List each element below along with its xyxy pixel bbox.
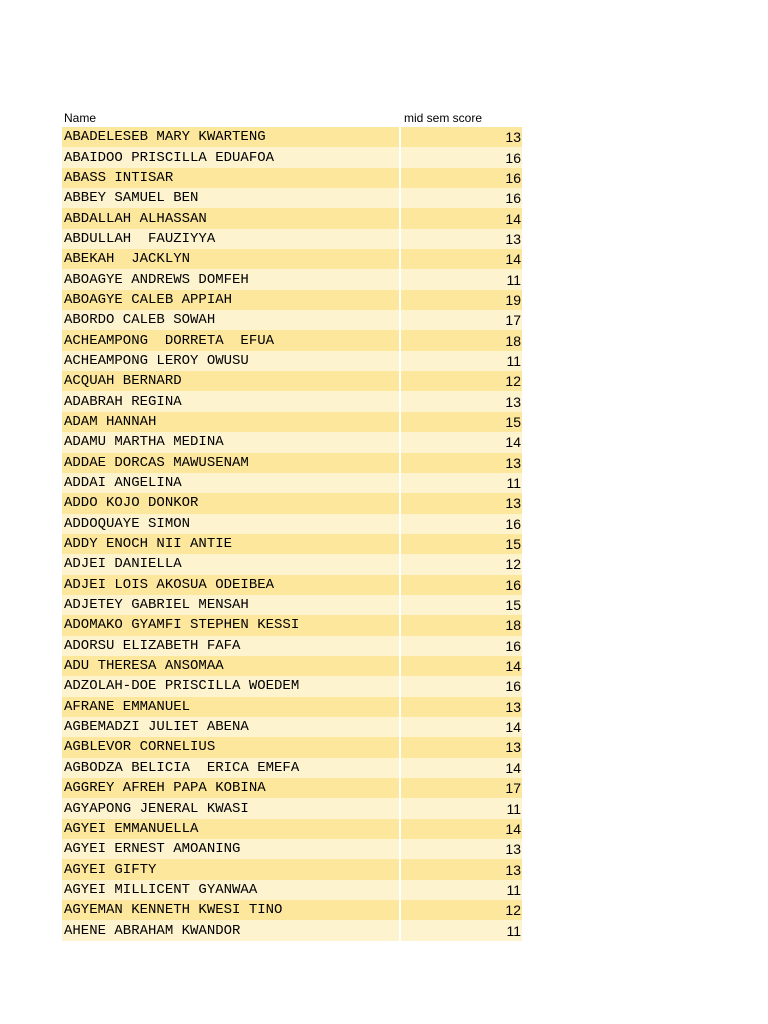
score-cell[interactable]: 13 bbox=[505, 454, 521, 471]
name-cell[interactable]: ADDAE DORCAS MAWUSENAM bbox=[62, 453, 401, 473]
name-cell[interactable]: ACQUAH BERNARD bbox=[62, 371, 401, 391]
score-cell[interactable]: 14 bbox=[505, 434, 521, 451]
name-cell[interactable]: ADDY ENOCH NII ANTIE bbox=[62, 534, 401, 554]
table-row[interactable] bbox=[62, 737, 522, 757]
table-row[interactable] bbox=[62, 391, 522, 411]
table-row[interactable] bbox=[62, 920, 522, 940]
name-cell[interactable]: ADU THERESA ANSOMAA bbox=[62, 656, 401, 676]
score-cell[interactable]: 13 bbox=[505, 393, 521, 410]
table-row[interactable] bbox=[62, 330, 522, 350]
name-cell[interactable]: ADZOLAH-DOE PRISCILLA WOEDEM bbox=[62, 676, 401, 696]
table-row[interactable] bbox=[62, 758, 522, 778]
name-cell[interactable]: AHENE ABRAHAM KWANDOR bbox=[62, 920, 401, 940]
score-cell[interactable]: 16 bbox=[505, 149, 521, 166]
table-row[interactable] bbox=[62, 493, 522, 513]
score-cell[interactable]: 16 bbox=[505, 190, 521, 207]
name-cell[interactable]: ABASS INTISAR bbox=[62, 168, 401, 188]
table-row[interactable] bbox=[62, 473, 522, 493]
table-row[interactable] bbox=[62, 676, 522, 696]
name-cell[interactable]: ABADELESEB MARY KWARTENG bbox=[62, 127, 401, 147]
table-body bbox=[62, 127, 522, 941]
table-row[interactable] bbox=[62, 880, 522, 900]
score-cell[interactable]: 13 bbox=[505, 698, 521, 715]
score-cell[interactable]: 14 bbox=[505, 759, 521, 776]
score-cell[interactable]: 12 bbox=[505, 902, 521, 919]
score-cell[interactable]: 11 bbox=[506, 475, 521, 492]
score-cell[interactable]: 18 bbox=[505, 332, 521, 349]
score-cell[interactable]: 16 bbox=[505, 515, 521, 532]
score-cell[interactable]: 11 bbox=[506, 352, 521, 369]
score-cell[interactable]: 13 bbox=[505, 495, 521, 512]
score-cell[interactable]: 13 bbox=[505, 861, 521, 878]
score-cell[interactable]: 14 bbox=[505, 251, 521, 268]
score-cell[interactable]: 15 bbox=[505, 597, 521, 614]
table-row[interactable] bbox=[62, 859, 522, 879]
score-cell[interactable]: 13 bbox=[505, 230, 521, 247]
name-cell[interactable]: ABAIDOO PRISCILLA EDUAFOA bbox=[62, 147, 401, 167]
table-row[interactable] bbox=[62, 575, 522, 595]
score-column-header: mid sem score bbox=[404, 111, 483, 125]
name-cell[interactable]: ADABRAH REGINA bbox=[62, 391, 401, 411]
score-cell[interactable]: 11 bbox=[506, 800, 521, 817]
name-cell[interactable]: AGYAPONG JENERAL KWASI bbox=[62, 798, 401, 818]
score-cell[interactable]: 17 bbox=[505, 312, 521, 329]
table-row[interactable] bbox=[62, 819, 522, 839]
score-cell[interactable]: 13 bbox=[505, 841, 521, 858]
table-row[interactable] bbox=[62, 229, 522, 249]
table-row[interactable] bbox=[62, 432, 522, 452]
table-row[interactable] bbox=[62, 127, 522, 147]
table-row[interactable] bbox=[62, 839, 522, 859]
name-cell[interactable]: ADDAI ANGELINA bbox=[62, 473, 401, 493]
table-row[interactable] bbox=[62, 554, 522, 574]
name-cell[interactable]: ADDO KOJO DONKOR bbox=[62, 493, 401, 513]
name-cell[interactable]: ADOMAKO GYAMFI STEPHEN KESSI bbox=[62, 615, 401, 635]
table-row[interactable] bbox=[62, 697, 522, 717]
score-cell[interactable]: 15 bbox=[505, 413, 521, 430]
table-row[interactable] bbox=[62, 412, 522, 432]
table-row[interactable] bbox=[62, 269, 522, 289]
table-row[interactable] bbox=[62, 351, 522, 371]
name-cell[interactable]: ADJETEY GABRIEL MENSAH bbox=[62, 595, 401, 615]
name-cell[interactable]: ADJEI DANIELLA bbox=[62, 554, 401, 574]
score-cell[interactable]: 11 bbox=[506, 922, 521, 939]
table-row[interactable] bbox=[62, 147, 522, 167]
table-row[interactable] bbox=[62, 208, 522, 228]
score-cell[interactable]: 14 bbox=[505, 820, 521, 837]
score-cell[interactable]: 16 bbox=[505, 678, 521, 695]
name-cell[interactable]: ADJEI LOIS AKOSUA ODEIBEA bbox=[62, 575, 401, 595]
table-row[interactable] bbox=[62, 453, 522, 473]
table-row[interactable] bbox=[62, 615, 522, 635]
name-cell[interactable]: AGYEI MILLICENT GYANWAA bbox=[62, 880, 401, 900]
score-cell[interactable]: 12 bbox=[505, 556, 521, 573]
score-cell[interactable]: 11 bbox=[506, 271, 521, 288]
name-cell[interactable]: ABOAGYE CALEB APPIAH bbox=[62, 290, 401, 310]
name-cell[interactable]: ADDOQUAYE SIMON bbox=[62, 514, 401, 534]
score-table bbox=[62, 108, 522, 941]
table-row[interactable] bbox=[62, 717, 522, 737]
name-cell[interactable]: AGYEI GIFTY bbox=[62, 859, 401, 879]
score-cell[interactable]: 19 bbox=[505, 291, 521, 308]
name-cell[interactable]: AFRANE EMMANUEL bbox=[62, 697, 401, 717]
name-cell[interactable]: ACHEAMPONG LEROY OWUSU bbox=[62, 351, 401, 371]
table-row[interactable] bbox=[62, 188, 522, 208]
name-cell[interactable]: ABDALLAH ALHASSAN bbox=[62, 208, 401, 228]
name-cell[interactable]: AGYEMAN KENNETH KWESI TINO bbox=[62, 900, 401, 920]
score-cell[interactable]: 12 bbox=[505, 373, 521, 390]
table-row[interactable] bbox=[62, 778, 522, 798]
table-row[interactable] bbox=[62, 290, 522, 310]
name-cell[interactable]: AGYEI EMMANUELLA bbox=[62, 819, 401, 839]
table-row[interactable] bbox=[62, 310, 522, 330]
score-cell[interactable]: 14 bbox=[505, 719, 521, 736]
table-row[interactable] bbox=[62, 798, 522, 818]
name-cell[interactable]: ABOAGYE ANDREWS DOMFEH bbox=[62, 269, 401, 289]
score-cell[interactable]: 13 bbox=[505, 739, 521, 756]
score-cell[interactable]: 14 bbox=[505, 658, 521, 675]
table-row[interactable] bbox=[62, 371, 522, 391]
name-cell[interactable]: AGBODZA BELICIA ERICA EMEFA bbox=[62, 758, 401, 778]
name-cell[interactable]: ABBEY SAMUEL BEN bbox=[62, 188, 401, 208]
table-row[interactable] bbox=[62, 514, 522, 534]
score-cell[interactable]: 16 bbox=[505, 576, 521, 593]
name-cell[interactable]: ABDULLAH FAUZIYYA bbox=[62, 229, 401, 249]
score-cell[interactable]: 17 bbox=[505, 780, 521, 797]
table-row[interactable] bbox=[62, 595, 522, 615]
score-cell[interactable]: 13 bbox=[505, 129, 521, 146]
name-cell[interactable]: ADORSU ELIZABETH FAFA bbox=[62, 636, 401, 656]
name-cell[interactable]: AGGREY AFREH PAPA KOBINA bbox=[62, 778, 401, 798]
name-cell[interactable]: AGBLEVOR CORNELIUS bbox=[62, 737, 401, 757]
name-column-header: Name bbox=[64, 111, 97, 125]
name-cell[interactable]: ADAM HANNAH bbox=[62, 412, 401, 432]
score-cell[interactable]: 18 bbox=[505, 617, 521, 634]
score-cell[interactable]: 14 bbox=[505, 210, 521, 227]
table-row[interactable] bbox=[62, 900, 522, 920]
score-cell[interactable]: 15 bbox=[505, 536, 521, 553]
score-cell[interactable]: 16 bbox=[505, 169, 521, 186]
score-cell[interactable]: 16 bbox=[505, 637, 521, 654]
name-cell[interactable]: AGBEMADZI JULIET ABENA bbox=[62, 717, 401, 737]
table-row[interactable] bbox=[62, 534, 522, 554]
score-cell[interactable]: 11 bbox=[506, 881, 521, 898]
name-cell[interactable]: ABEKAH JACKLYN bbox=[62, 249, 401, 269]
table-row[interactable] bbox=[62, 656, 522, 676]
name-cell[interactable]: ADAMU MARTHA MEDINA bbox=[62, 432, 401, 452]
name-cell[interactable]: AGYEI ERNEST AMOANING bbox=[62, 839, 401, 859]
table-header bbox=[62, 108, 522, 127]
name-cell[interactable]: ACHEAMPONG DORRETA EFUA bbox=[62, 330, 401, 350]
table-row[interactable] bbox=[62, 636, 522, 656]
table-row[interactable] bbox=[62, 249, 522, 269]
table-row[interactable] bbox=[62, 168, 522, 188]
name-cell[interactable]: ABORDO CALEB SOWAH bbox=[62, 310, 401, 330]
